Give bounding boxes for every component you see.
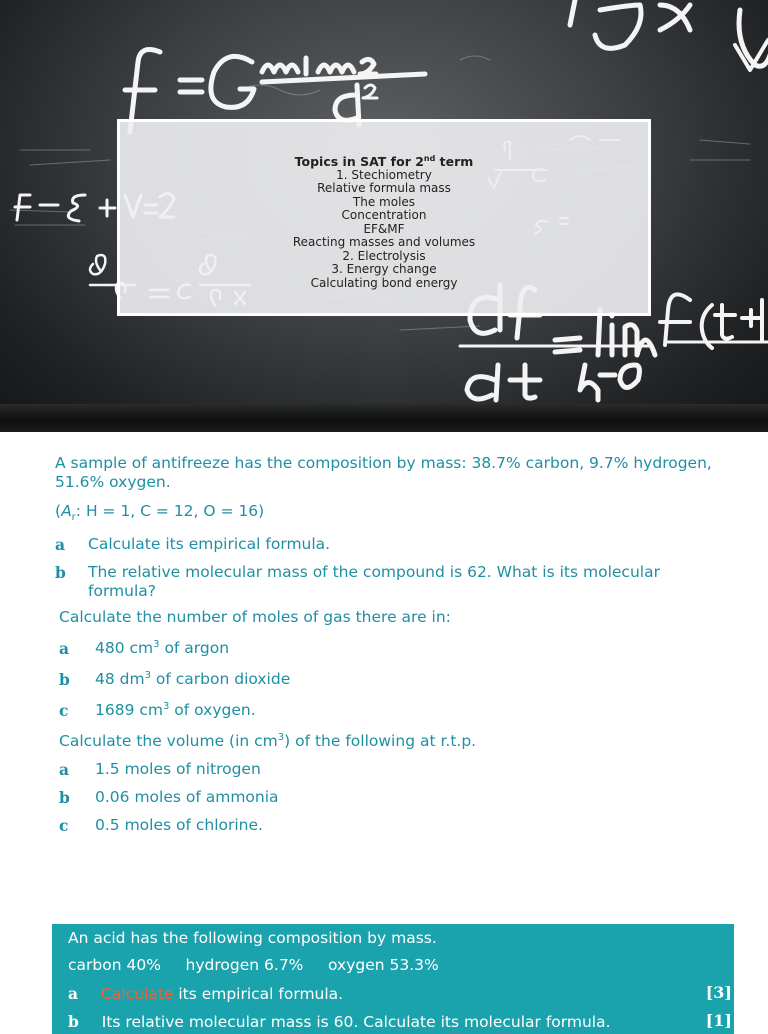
part-label: a (59, 760, 70, 779)
topic-line: 1. Stechiometry (336, 167, 432, 182)
question-intro: Calculate the number of moles of gas there are in: (59, 608, 451, 626)
marks-label: [1] (705, 1011, 732, 1030)
question-part (59, 701, 719, 721)
topics-box (117, 119, 651, 316)
question-part (59, 639, 719, 659)
highlighted-word: Calculate (100, 985, 174, 1003)
topic-line: Reacting masses and volumes (292, 235, 476, 249)
part-text: The relative molecular mass of the compound is 62. What is its molecular formula? (88, 563, 660, 600)
question-part (55, 563, 715, 603)
question-intro: Calculate the volume (in $cm^3$) of the following at r.t.p. (59, 731, 477, 750)
part-label: a (59, 639, 70, 658)
question-part (59, 760, 719, 780)
part-label: b (55, 563, 66, 582)
question-intro: A sample of antifreeze has the composition by mass: 38.7% carbon, 9.7% hydrogen, 51.6% oxygen. (55, 454, 712, 491)
part-label: a (68, 984, 79, 1003)
question-part (55, 535, 715, 555)
chalkboard-banner (0, 0, 768, 432)
part-label: c (59, 816, 69, 835)
question-part (59, 670, 719, 690)
part-label: b (68, 1012, 79, 1031)
topic-line: EF&MF (363, 221, 405, 236)
part-label: a (55, 535, 66, 554)
question-part: a Calculate its empirical formula. (68, 984, 344, 1003)
question-intro: An acid has the following composition by mass. (68, 929, 437, 947)
composition-line: carbon 40% hydrogen 6.7% oxygen 53.3% (68, 956, 439, 974)
question-part (59, 816, 719, 836)
part-label: b (59, 670, 70, 689)
question-part (59, 788, 719, 808)
topic-line: Concentration (341, 208, 427, 222)
topic-line: Calculating bond energy (310, 275, 458, 290)
topics-title: Topics in SAT for 2nd term (294, 153, 474, 169)
part-label: c (59, 701, 69, 720)
part-text: 0.5 moles of chlorine. (95, 816, 263, 834)
part-text: 480 $cm^3$ of argon (95, 638, 230, 657)
relative-atomic-masses: ($A_r$: H = 1, C = 12, O = 16) (55, 502, 265, 524)
part-text: 48 $dm^3$ of carbon dioxide (95, 669, 291, 688)
chalkboard-ledge (0, 404, 768, 432)
topic-line: 2. Electrolysis (342, 248, 426, 263)
marks-label: [3] (705, 983, 732, 1002)
part-label: b (59, 788, 70, 807)
part-text: 1689 $cm^3$ of oxygen. (95, 700, 256, 719)
topic-line: 3. Energy change (331, 262, 437, 276)
part-text: 0.06 moles of ammonia (95, 788, 279, 806)
topic-line: Relative formula mass (317, 181, 451, 195)
topic-line: The moles (352, 194, 416, 209)
question-part: b Its relative molecular mass is 60. Calculate its molecular formula. (68, 1012, 611, 1031)
acid-question-box (52, 924, 734, 1034)
part-text: 1.5 moles of nitrogen (95, 760, 261, 778)
part-text: Calculate its empirical formula. (88, 535, 331, 553)
